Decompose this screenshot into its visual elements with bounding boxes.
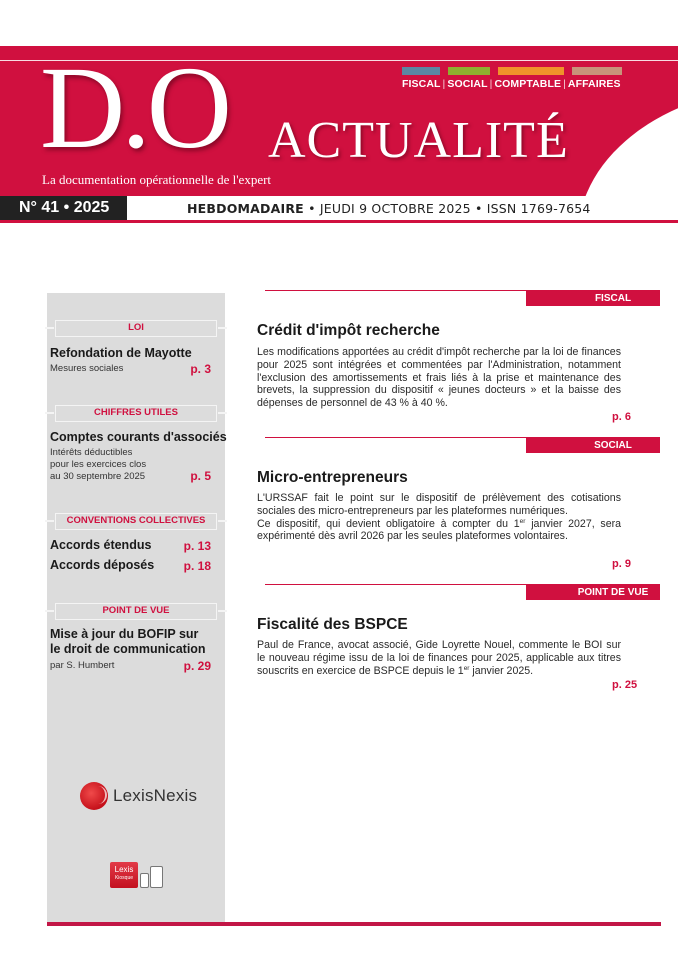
sidebar-item-title[interactable]: Comptes courants d'associés	[50, 430, 227, 444]
text-part: Ce dispositif, qui devient obligatoire à compter du 1	[257, 517, 520, 530]
sidebar-item-title[interactable]: le droit de communication	[50, 642, 206, 656]
kiosque-sublabel: Kiosque	[114, 875, 134, 881]
sidebar-item-page[interactable]: p. 13	[183, 539, 211, 553]
category-social: SOCIAL	[447, 78, 488, 90]
sidebar-item-subtitle: Intérêts déductibles	[50, 447, 133, 458]
publisher-name: LexisNexis	[113, 786, 198, 805]
category-color-bars	[402, 67, 630, 75]
sidebar-item-subtitle: pour les exercices clos	[50, 459, 147, 470]
lexisnexis-logo	[80, 782, 197, 810]
masthead	[0, 46, 678, 196]
frequency: HEBDOMADAIRE	[187, 201, 304, 216]
sidebar-item-title[interactable]: Mise à jour du BOFIP sur	[50, 627, 199, 641]
category-affaires: AFFAIRES	[567, 78, 621, 90]
logo-main: D.O	[40, 46, 228, 173]
category-separator: |	[442, 78, 446, 90]
section-tag-point-de-vue: POINT DE VUE	[526, 585, 660, 600]
kiosque-icon	[110, 862, 138, 888]
article-page[interactable]: p. 9	[612, 558, 631, 570]
tagline: La documentation opérationnelle de l'expert	[42, 172, 272, 187]
article-body	[257, 492, 621, 543]
masthead-curve	[578, 86, 678, 196]
lexis-kiosque-badge[interactable]	[110, 862, 163, 888]
sidebar-item-page[interactable]: p. 18	[183, 559, 211, 573]
lexisnexis-globe-icon	[80, 782, 108, 810]
sidebar-item-title[interactable]: Accords étendus	[50, 538, 152, 552]
category-comptable: COMPTABLE	[494, 78, 562, 90]
text-part: janvier 2027, sera expérimenté dès avril 2026 par les seules plateformes volontaires.	[257, 517, 622, 543]
issue-date: JEUDI 9 OCTOBRE 2025	[319, 201, 471, 216]
sidebar-item-subtitle: au 30 septembre 2025	[50, 471, 146, 482]
category-separator: |	[563, 78, 566, 90]
phone-icon	[140, 873, 149, 888]
article-title[interactable]: Crédit d'impôt recherche	[257, 322, 440, 339]
social-color-bar	[448, 67, 490, 75]
fiscal-color-bar	[402, 67, 440, 75]
article-title[interactable]: Fiscalité des BSPCE	[257, 616, 408, 633]
bottom-rule	[47, 922, 661, 926]
sidebar-heading-loi: LOI	[55, 320, 217, 337]
section-tag-social: SOCIAL	[526, 438, 660, 453]
issue-number: N° 41 • 2025	[0, 196, 127, 220]
affaires-color-bar	[572, 67, 622, 75]
sidebar-item-title[interactable]: Accords déposés	[50, 558, 155, 572]
issue-info-bar	[0, 196, 678, 223]
bullet-separator: •	[475, 201, 483, 216]
sidebar-item-subtitle: Mesures sociales	[50, 363, 124, 374]
bullet-separator: •	[308, 201, 316, 216]
sidebar-heading-conventions-collectives: CONVENTIONS COLLECTIVES	[55, 513, 217, 530]
sidebar-item-page[interactable]: p. 3	[190, 362, 211, 376]
article-body	[257, 639, 621, 677]
kiosque-label: Lexis	[114, 865, 134, 874]
superscript: er	[519, 517, 526, 525]
tablet-icon	[150, 866, 163, 888]
superscript: er	[463, 664, 470, 672]
article-body-text: Les modifications apportées au crédit d'impôt recherche par la loi de finances pour 2025 sont intégrées et commentées par l'Administration, notamment l'exclusion des amortissements et frais liés à la prise et maintenance des brevets, la suppression du dispositif « jeunes docteurs » et la baisse des dépenses de personnel de 43 % à 40 %.	[257, 346, 621, 410]
sidebar-item-page[interactable]: p. 29	[183, 659, 211, 673]
category-separator: |	[489, 78, 493, 90]
article-page[interactable]: p. 6	[612, 411, 631, 423]
sidebar-heading-chiffres-utiles: CHIFFRES UTILES	[55, 405, 217, 422]
sidebar-summary	[47, 293, 225, 922]
logo-subtitle: ACTUALITÉ	[268, 112, 569, 169]
comptable-color-bar	[498, 67, 564, 75]
article-body-text: L'URSSAF fait le point sur le dispositif de prélèvement des cotisations sociales des micro-entrepreneurs par les plateformes numériques.	[257, 492, 621, 517]
category-labels	[402, 78, 621, 90]
issn: ISSN 1769-7654	[486, 201, 591, 216]
sidebar-heading-point-de-vue: POINT DE VUE	[55, 603, 217, 620]
text-part: janvier 2025.	[469, 664, 534, 677]
section-tag-fiscal: FISCAL	[526, 291, 660, 306]
article-body-text	[257, 518, 621, 544]
sidebar-item-page[interactable]: p. 5	[190, 469, 211, 483]
text-part: Paul de France, avocat associé, Gide Loyrette Nouel, commente le BOI sur le nouveau régime issu de la loi de finances pour 2025, applicable aux titres souscrits en exercice de BSPCE depuis le 1	[257, 639, 621, 677]
article-body	[257, 346, 621, 410]
publication-info	[187, 201, 591, 216]
article-page[interactable]: p. 25	[612, 679, 638, 691]
category-fiscal: FISCAL	[402, 78, 441, 90]
article-title[interactable]: Micro-entrepreneurs	[257, 469, 408, 486]
sidebar-item-author: par S. Humbert	[50, 660, 115, 671]
article-body-text	[257, 639, 621, 677]
sidebar-item-title[interactable]: Refondation de Mayotte	[50, 346, 192, 360]
